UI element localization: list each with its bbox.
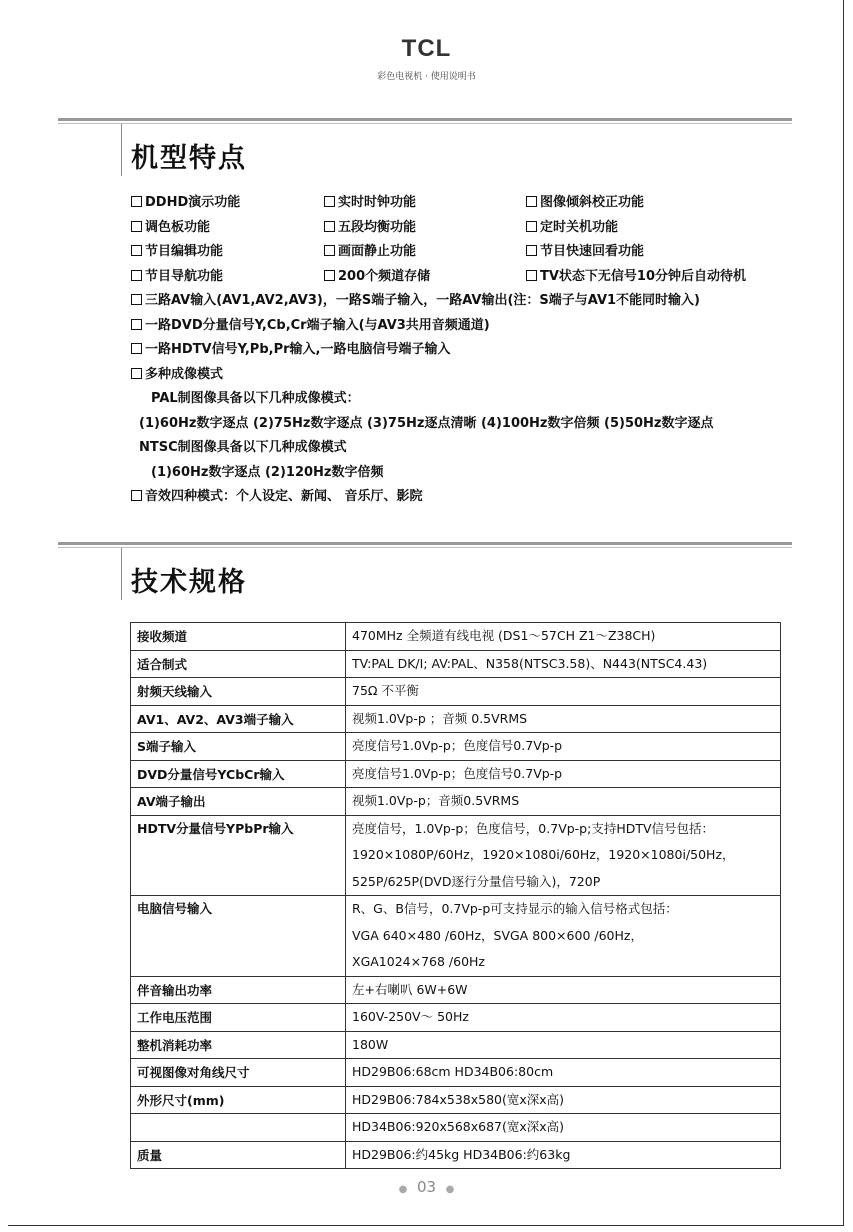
table-row bbox=[131, 733, 781, 761]
checkbox-icon bbox=[324, 270, 335, 281]
section1-title-bar bbox=[121, 124, 122, 176]
feature-item: 节目编辑功能 bbox=[145, 244, 224, 259]
feature-item: 调色板功能 bbox=[145, 219, 211, 235]
table-row bbox=[131, 1086, 781, 1114]
feature-line-text: 一路DVD分量信号Y,Cb,Cr端子输入(与AV3共用音频通道) bbox=[145, 317, 490, 333]
spec-value: 160V-250V～ 50Hz bbox=[346, 1004, 781, 1032]
checkbox-icon bbox=[526, 196, 537, 207]
spec-label: 电脑信号输入 bbox=[131, 896, 346, 977]
spec-value: 亮度信号1.0Vp-p；色度信号0.7Vp-p bbox=[346, 760, 781, 788]
spec-value: 亮度信号1.0Vp-p；色度信号0.7Vp-p bbox=[346, 733, 781, 761]
table-row bbox=[131, 976, 781, 1004]
feature-item: 画面静止功能 bbox=[338, 244, 417, 259]
spec-value: HD34B06:920x568x687(宽x深x高) bbox=[346, 1114, 781, 1142]
spec-label: DVD分量信号YCbCr输入 bbox=[131, 760, 346, 788]
checkbox-icon bbox=[526, 245, 537, 256]
spec-value: HD29B06:约45kg HD34B06:约63kg bbox=[346, 1141, 781, 1169]
section2-rule bbox=[58, 542, 792, 545]
feature-item: 节目导航功能 bbox=[145, 268, 224, 284]
feature-line bbox=[131, 314, 811, 339]
feature-line bbox=[131, 485, 811, 510]
table-row bbox=[131, 815, 781, 896]
section2-title: 技术规格 bbox=[131, 567, 247, 598]
table-row bbox=[131, 760, 781, 788]
spec-value: 视频1.0Vp-p；音频0.5VRMS bbox=[346, 788, 781, 816]
feature-item: 定时关机功能 bbox=[540, 219, 619, 235]
feature-row bbox=[131, 265, 811, 290]
checkbox-icon bbox=[131, 270, 142, 281]
checkbox-icon bbox=[131, 343, 142, 354]
pal-mode-list: (1)60Hz数字逐点 (2)75Hz数字逐点 (3)75Hz逐点清晰 (4)100Hz数字倍频 (5)50Hz数字逐点 bbox=[139, 415, 714, 431]
feature-row bbox=[131, 240, 811, 265]
checkbox-icon bbox=[526, 270, 537, 281]
spec-value-line: 亮度信号，1.0Vp-p；色度信号，0.7Vp-p;支持HDTV信号包括： bbox=[352, 820, 715, 836]
header-tagline: 彩色电视机 · 使用说明书 bbox=[377, 72, 476, 82]
feature-line-text: 三路AV输入(AV1,AV2,AV3)，一路S端子输入，一路AV输出(注：S端子与AV1不能同时输入) bbox=[145, 293, 700, 308]
tcl-logo: TCL bbox=[401, 35, 452, 62]
feature-item: DDHD演示功能 bbox=[145, 195, 241, 210]
section2-title-bar bbox=[121, 548, 122, 600]
section1-rule bbox=[58, 118, 792, 121]
checkbox-icon bbox=[131, 294, 142, 305]
spec-value-line: VGA 640×480 /60Hz，SVGA 800×600 /60Hz， bbox=[352, 927, 643, 943]
spec-value-line: XGA1024×768 /60Hz bbox=[352, 954, 485, 969]
spec-label: 适合制式 bbox=[131, 650, 346, 678]
spec-label bbox=[131, 1114, 346, 1142]
spec-label: 射频天线输入 bbox=[131, 678, 346, 706]
features-list bbox=[131, 191, 811, 510]
page-number bbox=[0, 1178, 853, 1196]
table-row bbox=[131, 705, 781, 733]
feature-row bbox=[131, 191, 811, 216]
sound-modes: 音效四种模式：个人设定、新闻、 音乐厅、影院 bbox=[145, 489, 423, 504]
pal-mode-heading: PAL制图像具备以下几种成像模式： bbox=[151, 391, 360, 406]
feature-item: 实时时钟功能 bbox=[338, 195, 417, 210]
table-row bbox=[131, 1114, 781, 1142]
spec-value-line: 525P/625P(DVD逐行分量信号输入)，720P bbox=[352, 873, 601, 889]
spec-label: AV1、AV2、AV3端子输入 bbox=[131, 705, 346, 733]
section1-rule-thin bbox=[58, 123, 792, 124]
spec-value: 180W bbox=[346, 1031, 781, 1059]
section1-title: 机型特点 bbox=[131, 143, 247, 174]
feature-item: 图像倾斜校正功能 bbox=[540, 195, 645, 210]
spec-value: 75Ω 不平衡 bbox=[346, 678, 781, 706]
checkbox-icon bbox=[131, 490, 142, 501]
checkbox-icon bbox=[324, 221, 335, 232]
checkbox-icon bbox=[324, 196, 335, 207]
table-row bbox=[131, 650, 781, 678]
feature-row bbox=[131, 216, 811, 241]
spec-label: AV端子输出 bbox=[131, 788, 346, 816]
table-row bbox=[131, 788, 781, 816]
spec-label: HDTV分量信号YPbPr输入 bbox=[131, 815, 346, 896]
ntsc-mode-list: (1)60Hz数字逐点 (2)120Hz数字倍频 bbox=[151, 464, 384, 480]
page-number-text: 03 bbox=[416, 1178, 437, 1196]
feature-line bbox=[131, 289, 811, 314]
spec-value: HD29B06:68cm HD34B06:80cm bbox=[346, 1059, 781, 1087]
table-row bbox=[131, 623, 781, 651]
spec-value: 视频1.0Vp-p ；音频 0.5VRMS bbox=[346, 705, 781, 733]
checkbox-icon bbox=[131, 368, 142, 379]
table-row bbox=[131, 1004, 781, 1032]
table-row bbox=[131, 896, 781, 977]
checkbox-icon bbox=[131, 319, 142, 330]
spec-value: 470MHz 全频道有线电视 (DS1～57CH Z1～Z38CH) bbox=[346, 623, 781, 651]
bullet-icon: ● bbox=[445, 1184, 455, 1195]
feature-line-text: 多种成像模式 bbox=[145, 366, 224, 382]
feature-item: 五段均衡功能 bbox=[338, 219, 417, 235]
spec-label: 整机消耗功率 bbox=[131, 1031, 346, 1059]
spec-value-line: R、G、B信号，0.7Vp-p可支持显示的输入信号格式包括： bbox=[352, 901, 678, 916]
spec-value bbox=[346, 815, 781, 896]
spec-label: 可视图像对角线尺寸 bbox=[131, 1059, 346, 1087]
spec-value bbox=[346, 896, 781, 977]
table-row bbox=[131, 678, 781, 706]
spec-table bbox=[130, 622, 781, 1169]
spec-value: 左+右喇叭 6W+6W bbox=[346, 976, 781, 1004]
feature-line bbox=[131, 363, 811, 388]
checkbox-icon bbox=[131, 245, 142, 256]
feature-line bbox=[131, 338, 811, 363]
spec-label: 工作电压范围 bbox=[131, 1004, 346, 1032]
checkbox-icon bbox=[131, 221, 142, 232]
spec-label: 伴音输出功率 bbox=[131, 976, 346, 1004]
feature-item: 节目快速回看功能 bbox=[540, 244, 645, 259]
checkbox-icon bbox=[526, 221, 537, 232]
feature-line-text: 一路HDTV信号Y,Pb,Pr输入,一路电脑信号端子输入 bbox=[145, 342, 451, 357]
checkbox-icon bbox=[131, 196, 142, 207]
spec-label: 外形尺寸(mm) bbox=[131, 1086, 346, 1114]
table-row bbox=[131, 1059, 781, 1087]
table-row bbox=[131, 1141, 781, 1169]
spec-value: HD29B06:784x538x580(宽x深x高) bbox=[346, 1086, 781, 1114]
spec-value-line: 1920×1080P/60Hz，1920×1080i/60Hz，1920×1080i/50Hz， bbox=[352, 847, 735, 862]
ntsc-mode-heading: NTSC制图像具备以下几种成像模式 bbox=[139, 440, 347, 455]
spec-label: 质量 bbox=[131, 1141, 346, 1169]
checkbox-icon bbox=[324, 245, 335, 256]
spec-label: S端子输入 bbox=[131, 733, 346, 761]
feature-item: 200个频道存储 bbox=[338, 268, 431, 284]
spec-value: TV:PAL DK/I; AV:PAL、N358(NTSC3.58)、N443(NTSC4.43) bbox=[346, 650, 781, 678]
table-row bbox=[131, 1031, 781, 1059]
feature-item: TV状态下无信号10分钟后自动待机 bbox=[540, 268, 747, 284]
spec-label: 接收频道 bbox=[131, 623, 346, 651]
section2-rule-thin bbox=[58, 547, 792, 548]
bullet-icon: ● bbox=[398, 1184, 408, 1195]
